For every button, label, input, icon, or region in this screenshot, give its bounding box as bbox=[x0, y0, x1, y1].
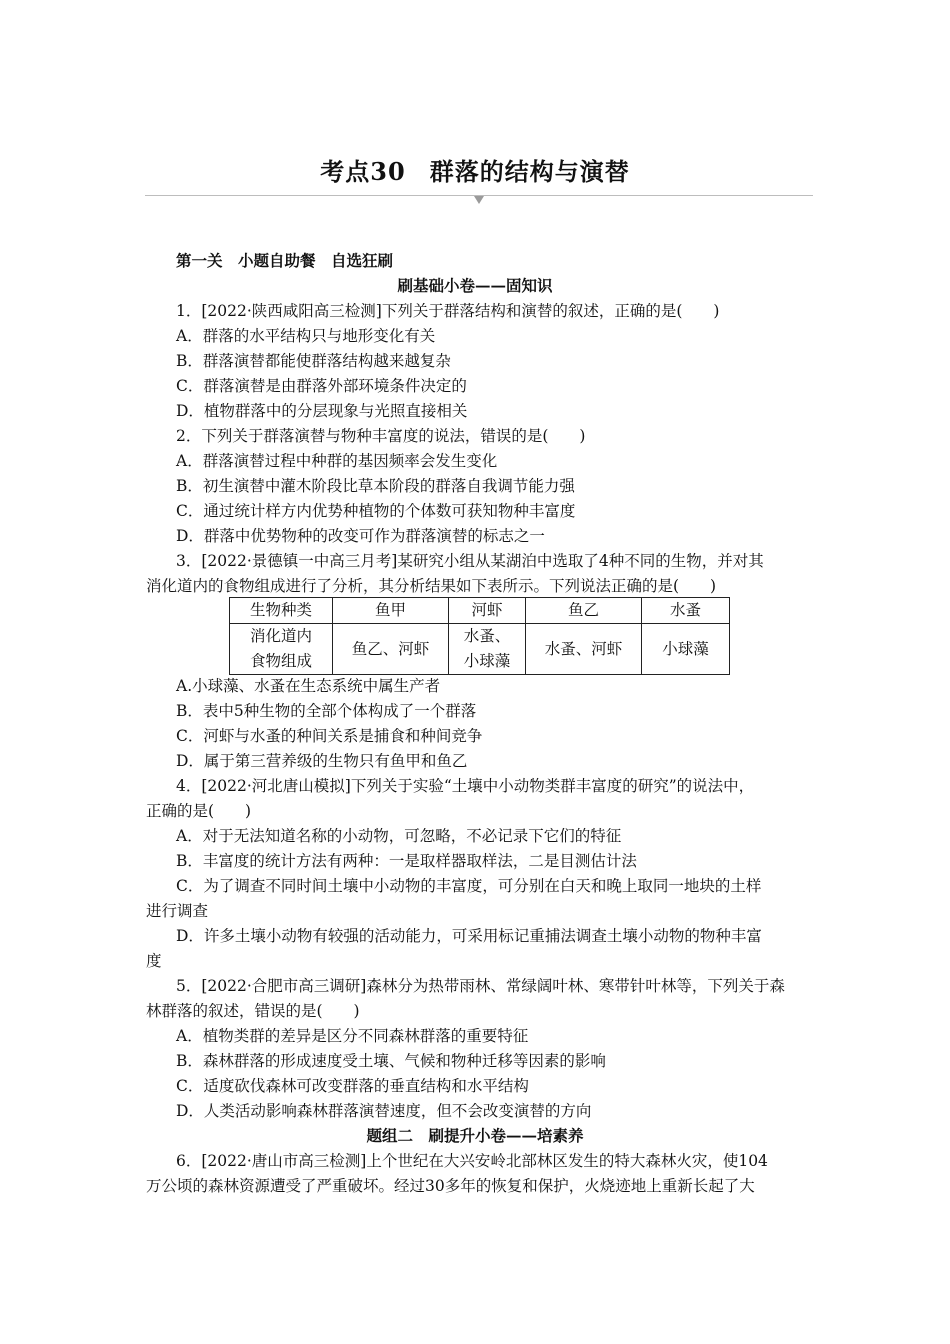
q5-stem-line2: 林群落的叙述，错误的是( ) bbox=[146, 1002, 360, 1020]
group1-title: 刷基础小卷——固知识 bbox=[397, 276, 553, 295]
q1-option-a: A．群落的水平结构只与地形变化有关 bbox=[176, 327, 436, 345]
q4-stem-line2: 正确的是( ) bbox=[146, 802, 252, 820]
q1-option-d: D．植物群落中的分层现象与光照直接相关 bbox=[176, 402, 468, 420]
page-title bbox=[0, 152, 950, 187]
q3-option-c: C．河虾与水蚤的种间关系是捕食和种间竞争 bbox=[176, 727, 483, 745]
row-label-line1: 消化道内 bbox=[249, 627, 312, 645]
q6-stem-line1: 6．[2022·唐山市高三检测]上个世纪在大兴安岭北部林区发生的特大森林火灾，使104 bbox=[176, 1152, 768, 1170]
row-label-line2: 食物组成 bbox=[249, 652, 312, 670]
part-title: 第一关 小题自助餐 自选狂刷 bbox=[176, 251, 394, 270]
q3-stem-line1: 3．[2022·景德镇一中高三月考]某研究小组从某湖泊中选取了4种不同的生物，并对其 bbox=[176, 552, 764, 570]
q5-stem-line1: 5．[2022·合肥市高三调研]森林分为热带雨林、常绿阔叶林、寒带针叶林等，下列关于森 bbox=[176, 977, 785, 995]
divider-triangle-icon bbox=[474, 196, 484, 204]
table-row-label bbox=[230, 624, 333, 675]
q4-option-a: A．对于无法知道名称的小动物，可忽略，不必记录下它们的特征 bbox=[176, 827, 622, 845]
q6-stem-line2: 万公顷的森林资源遭受了严重破坏。经过30多年的恢复和保护，火烧迹地上重新长起了大 bbox=[146, 1177, 755, 1195]
cell-line1: 水蚤、 bbox=[463, 627, 511, 645]
q3-option-b: B．表中5种生物的全部个体构成了一个群落 bbox=[176, 702, 477, 720]
food-composition-table bbox=[229, 597, 730, 675]
title-main: 群落的结构与演替 bbox=[429, 157, 630, 186]
q5-option-d: D．人类活动影响森林群落演替速度，但不会改变演替的方向 bbox=[176, 1102, 592, 1120]
table-cell: 水蚤、河虾 bbox=[526, 624, 642, 675]
cell-line2: 小球藻 bbox=[463, 652, 511, 670]
q1-stem: 1．[2022·陕西咸阳高三检测]下列关于群落结构和演替的叙述，正确的是( ) bbox=[176, 302, 720, 320]
q2-option-b: B．初生演替中灌木阶段比草本阶段的群落自我调节能力强 bbox=[176, 477, 575, 495]
table-cell: 小球藻 bbox=[642, 624, 730, 675]
table-header-cell: 生物种类 bbox=[230, 598, 333, 624]
table-row bbox=[230, 624, 730, 675]
q4-stem-line1: 4．[2022·河北唐山模拟]下列关于实验“土壤中小动物类群丰富度的研究”的说法中， bbox=[176, 777, 755, 795]
q4-option-b: B．丰富度的统计方法有两种：一是取样器取样法，二是目测估计法 bbox=[176, 852, 637, 870]
q4-option-c-line2: 进行调查 bbox=[146, 902, 209, 920]
group2-title: 题组二 刷提升小卷——培素养 bbox=[366, 1126, 584, 1145]
q5-option-a: A．植物类群的差异是区分不同森林群落的重要特征 bbox=[176, 1027, 529, 1045]
q2-option-c: C．通过统计样方内优势种植物的个体数可获知物种丰富度 bbox=[176, 502, 576, 520]
table-header-cell: 河虾 bbox=[449, 598, 526, 624]
q1-option-c: C．群落演替是由群落外部环境条件决定的 bbox=[176, 377, 467, 395]
title-prefix: 考点30 bbox=[320, 157, 406, 186]
table-header-cell: 鱼甲 bbox=[333, 598, 449, 624]
q3-stem-line2: 消化道内的食物组成进行了分析，其分析结果如下表所示。下列说法正确的是( ) bbox=[146, 577, 717, 595]
q4-option-d-line1: D．许多土壤小动物有较强的活动能力，可采用标记重捕法调查土壤小动物的物种丰富 bbox=[176, 927, 762, 945]
table-cell bbox=[449, 624, 526, 675]
q4-option-c-line1: C．为了调查不同时间土壤中小动物的丰富度，可分别在白天和晚上取同一地块的土样 bbox=[176, 877, 762, 895]
q1-option-b: B．群落演替都能使群落结构越来越复杂 bbox=[176, 352, 451, 370]
q3-option-a: A.小球藻、水蚤在生态系统中属生产者 bbox=[176, 677, 441, 695]
q5-option-c: C．适度砍伐森林可改变群落的垂直结构和水平结构 bbox=[176, 1077, 529, 1095]
table-header-cell: 鱼乙 bbox=[526, 598, 642, 624]
q2-stem: 2．下列关于群落演替与物种丰富度的说法，错误的是( ) bbox=[176, 427, 586, 445]
q2-option-d: D．群落中优势物种的改变可作为群落演替的标志之一 bbox=[176, 527, 545, 545]
q2-option-a: A．群落演替过程中种群的基因频率会发生变化 bbox=[176, 452, 498, 470]
table-cell: 鱼乙、河虾 bbox=[333, 624, 449, 675]
table-header-row bbox=[230, 598, 730, 624]
table-header-cell: 水蚤 bbox=[642, 598, 730, 624]
q4-option-d-line2: 度 bbox=[146, 952, 162, 970]
q3-option-d: D．属于第三营养级的生物只有鱼甲和鱼乙 bbox=[176, 752, 468, 770]
q5-option-b: B．森林群落的形成速度受土壤、气候和物种迁移等因素的影响 bbox=[176, 1052, 606, 1070]
